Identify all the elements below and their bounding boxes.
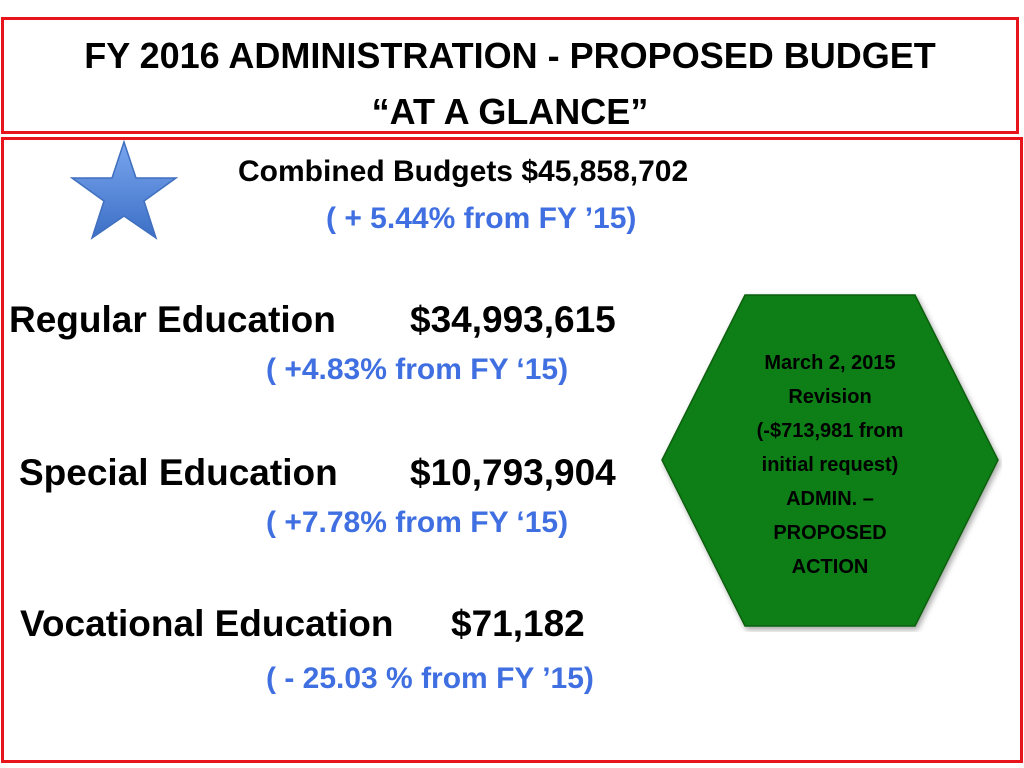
regular-education-change: ( +4.83% from FY ‘15) <box>266 353 569 386</box>
callout-line: (-$713,981 from <box>756 420 904 442</box>
regular-education-amount: $34,993,615 <box>410 299 616 340</box>
callout-line: ADMIN. – <box>786 488 874 510</box>
vocational-education-label: Vocational Education <box>20 603 394 644</box>
callout-line: ACTION <box>791 556 869 578</box>
callout-line: Revision <box>788 386 872 408</box>
star-icon <box>70 140 178 242</box>
vocational-education-change: ( - 25.03 % from FY ’15) <box>266 662 594 695</box>
title-box <box>1 17 1019 134</box>
callout-line: initial request) <box>761 454 899 476</box>
page-title-line-2: “AT A GLANCE” <box>371 91 649 132</box>
regular-education-label: Regular Education <box>9 299 336 340</box>
special-education-label: Special Education <box>19 452 338 493</box>
callout-line: PROPOSED <box>773 522 887 544</box>
vocational-education-amount: $71,182 <box>451 603 585 644</box>
combined-budgets-label: Combined Budgets $45,858,702 <box>238 155 689 188</box>
special-education-change: ( +7.78% from FY ‘15) <box>266 506 569 539</box>
combined-budgets-change: ( + 5.44% from FY ’15) <box>326 202 637 235</box>
callout-line: March 2, 2015 <box>764 352 896 374</box>
special-education-amount: $10,793,904 <box>410 452 616 493</box>
page-title-line-1: FY 2016 ADMINISTRATION - PROPOSED BUDGET <box>84 35 936 76</box>
revision-callout <box>730 346 930 584</box>
